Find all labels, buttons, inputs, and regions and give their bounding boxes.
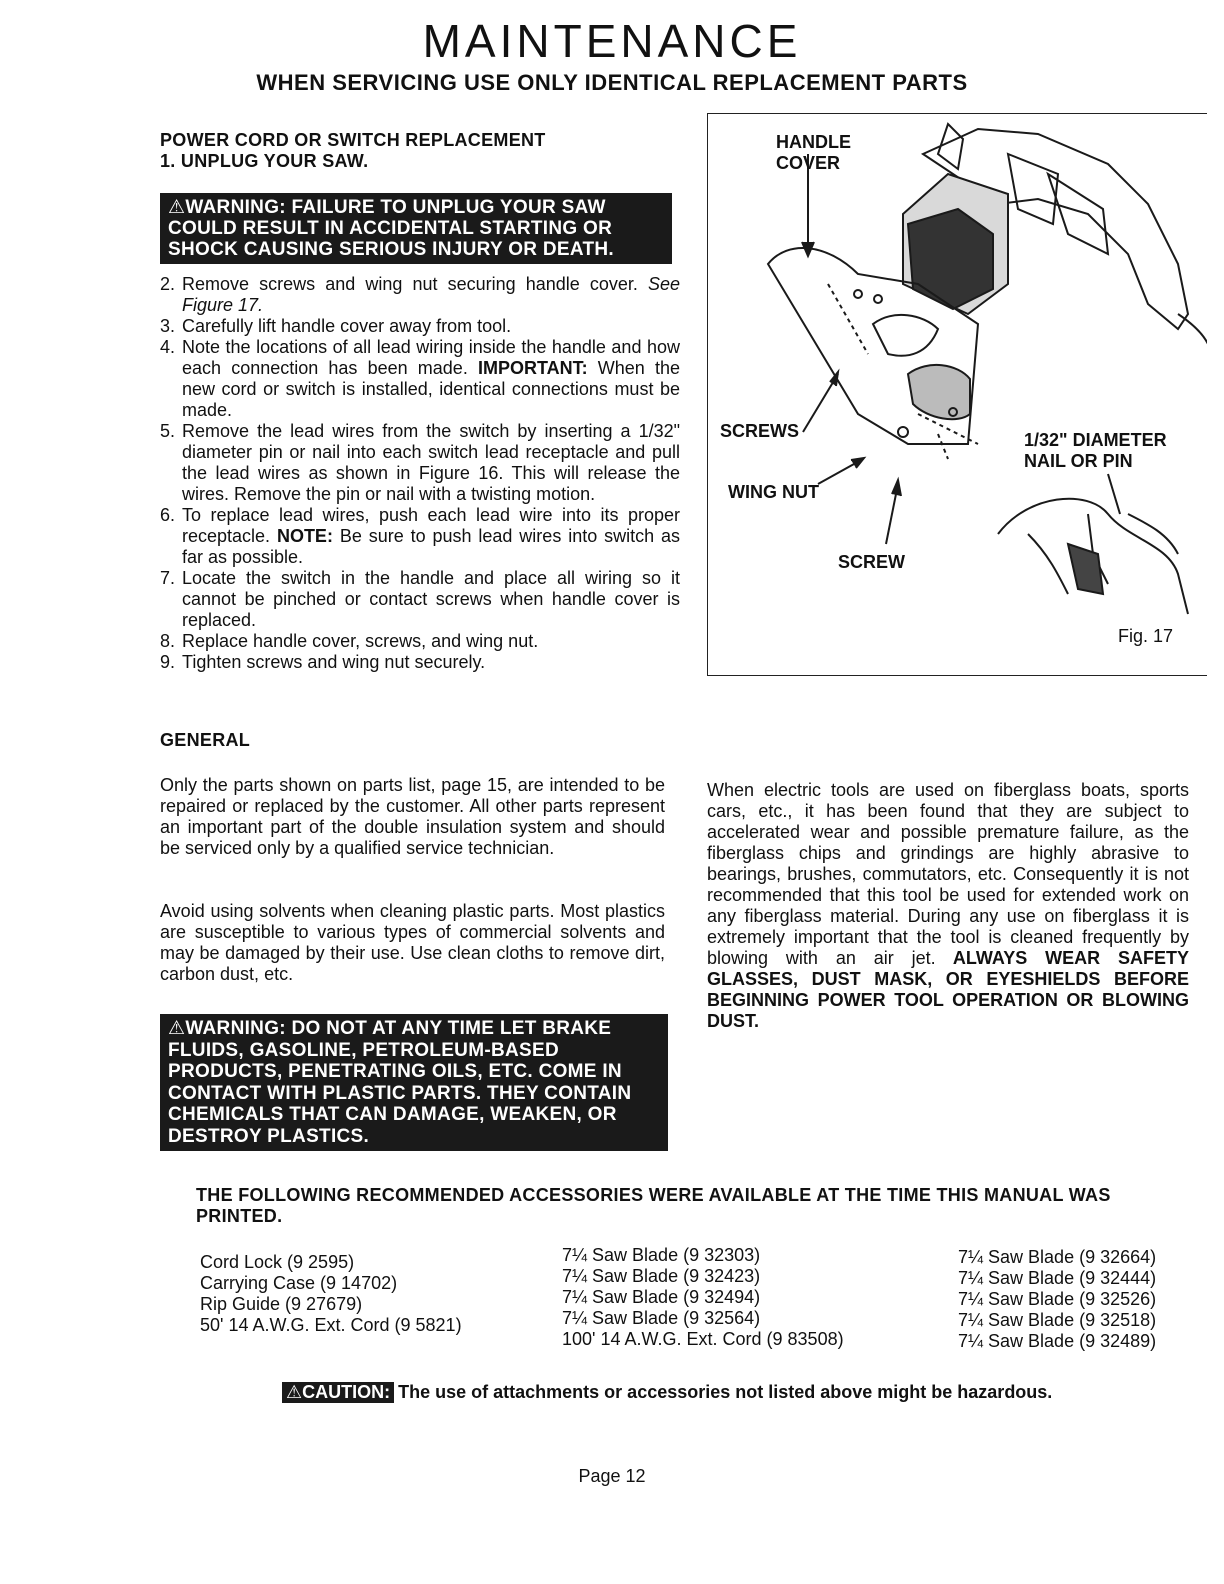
page-number: Page 12 [578, 1466, 646, 1486]
cord-step-1: 1. UNPLUG YOUR SAW. [160, 151, 369, 171]
general-para-1: Only the parts shown on parts list, page 15, are intended to be repaired or replaced by the customer. All other parts represent an important part of the double insulation system and should be serviced only by a qualified service technician. [160, 775, 665, 858]
accessories-heading: THE FOLLOWING RECOMMENDED ACCESSORIES WERE AVAILABLE AT THE TIME THIS MANUAL WAS PRINTED. [196, 1185, 1111, 1226]
label-wing-nut: WING NUT [728, 482, 819, 502]
list-item: 7. Locate the switch in the handle and place all wiring so it cannot be pinched or contact screws when handle cover is replaced. [160, 568, 680, 630]
label-screws: SCREWS [720, 421, 800, 441]
cord-steps [160, 274, 680, 673]
cord-section [160, 130, 680, 673]
caution-badge: ⚠CAUTION: [282, 1382, 394, 1403]
saw-handle-illustration [708, 114, 1207, 676]
list-item: 7¼ Saw Blade (9 32664) [958, 1247, 1157, 1267]
list-item: 7¼ Saw Blade (9 32444) [958, 1268, 1157, 1288]
list-item: 7¼ Saw Blade (9 32518) [958, 1310, 1157, 1330]
list-item: Cord Lock (9 2595) [200, 1252, 355, 1272]
list-item: 7¼ Saw Blade (9 32423) [562, 1266, 761, 1286]
warning-triangle-icon: ⚠ [168, 1018, 186, 1039]
list-item: 7¼ Saw Blade (9 32564) [562, 1308, 761, 1328]
figure-caption: Fig. 17 [1118, 626, 1174, 646]
plastics-warning-box [160, 1014, 668, 1151]
list-item: 4. Note the locations of all lead wiring inside the handle and how each connection has been made. IMPORTANT: When the new cord or switch is installed, identical connections must be made. [160, 337, 680, 420]
warning-triangle-icon: ⚠ [168, 197, 186, 218]
fiberglass-para: When electric tools are used on fiberglass boats, sports cars, etc., it has been found that they are subject to accelerated wear and possible premature failure, as the fiberglass chips and grindings are highly abrasive to bearings, brushes, commutators, etc. Consequently it is not recommended that this tool be used for extended work on any fiberglass material. During any use on fiberglass it is extremely important that the tool is cleaned frequently by blowing with an air jet. ALWAYS WEAR SAFETY GLASSES, DUST MASK, OR EYESHIELDS BEFORE BEGINNING POWER TOOL OPERATION OR BLOWING DUST. [707, 780, 1189, 1031]
list-item: 2. Remove screws and wing nut securing handle cover. See Figure 17. [160, 274, 680, 315]
list-item: 100' 14 A.W.G. Ext. Cord (9 83508) [562, 1329, 844, 1349]
page-title: MAINTENANCE [422, 15, 802, 67]
list-item: Carrying Case (9 14702) [200, 1273, 398, 1293]
caution-line [282, 1382, 1052, 1403]
warning-triangle-icon: ⚠ [286, 1382, 303, 1402]
unplug-warning-box [160, 193, 672, 264]
list-item: Rip Guide (9 27679) [200, 1294, 363, 1314]
label-screw: SCREW [838, 552, 905, 572]
unplug-warning-text: WARNING: FAILURE TO UNPLUG YOUR SAW COULD RESULT IN ACCIDENTAL STARTING OR SHOCK CAUSING SERIOUS INJURY OR DEATH. [168, 197, 614, 260]
list-item: 7¼ Saw Blade (9 32489) [958, 1331, 1157, 1351]
cord-heading: POWER CORD OR SWITCH REPLACEMENT [160, 130, 546, 150]
caution-text: The use of attachments or accessories not listed above might be hazardous. [398, 1382, 1053, 1402]
label-nail-or-pin: NAIL OR PIN [1024, 451, 1133, 471]
general-para-2: Avoid using solvents when cleaning plastic parts. Most plastics are susceptible to various types of commercial solvents and may be damaged by their use. Use clean cloths to remove dirt, carbon dust, etc. [160, 901, 665, 984]
label-cover: COVER [776, 153, 841, 173]
label-diameter: 1/32" DIAMETER [1024, 430, 1167, 450]
list-item: 9. Tighten screws and wing nut securely. [160, 652, 486, 672]
list-item: 50' 14 A.W.G. Ext. Cord (9 5821) [200, 1315, 462, 1335]
list-item: 8. Replace handle cover, screws, and wing nut. [160, 631, 539, 651]
figure-17 [707, 113, 1207, 676]
list-item: 5. Remove the lead wires from the switch by inserting a 1/32" diameter pin or nail into each switch lead receptacle and pull the lead wires as shown in Figure 16. This will release the wires. Remove the pin or nail with a twisting motion. [160, 421, 680, 504]
page-subtitle: WHEN SERVICING USE ONLY IDENTICAL REPLACEMENT PARTS [256, 70, 968, 95]
list-item: 7¼ Saw Blade (9 32526) [958, 1289, 1157, 1309]
list-item: 6. To replace lead wires, push each lead wire into its proper receptacle. NOTE: Be sure to push lead wires into switch as far as possible. [160, 505, 680, 567]
general-heading: GENERAL [160, 730, 251, 750]
list-item: 3. Carefully lift handle cover away from tool. [160, 316, 512, 336]
accessories-col-1 [200, 1252, 462, 1336]
plastics-warning-text: WARNING: DO NOT AT ANY TIME LET BRAKE FLUIDS, GASOLINE, PETROLEUM-BASED PRODUCTS, PENETRATING OILS, ETC. COME IN CONTACT WITH PLASTIC PARTS. THEY CONTAIN CHEMICALS THAT CAN DAMAGE, WEAKEN, OR DESTROY PLASTICS. [168, 1018, 632, 1147]
list-item: 7¼ Saw Blade (9 32303) [562, 1245, 761, 1265]
list-item: 7¼ Saw Blade (9 32494) [562, 1287, 761, 1307]
accessories-col-2 [562, 1245, 844, 1350]
accessories-col-3 [958, 1247, 1156, 1352]
label-handle: HANDLE [776, 132, 851, 152]
